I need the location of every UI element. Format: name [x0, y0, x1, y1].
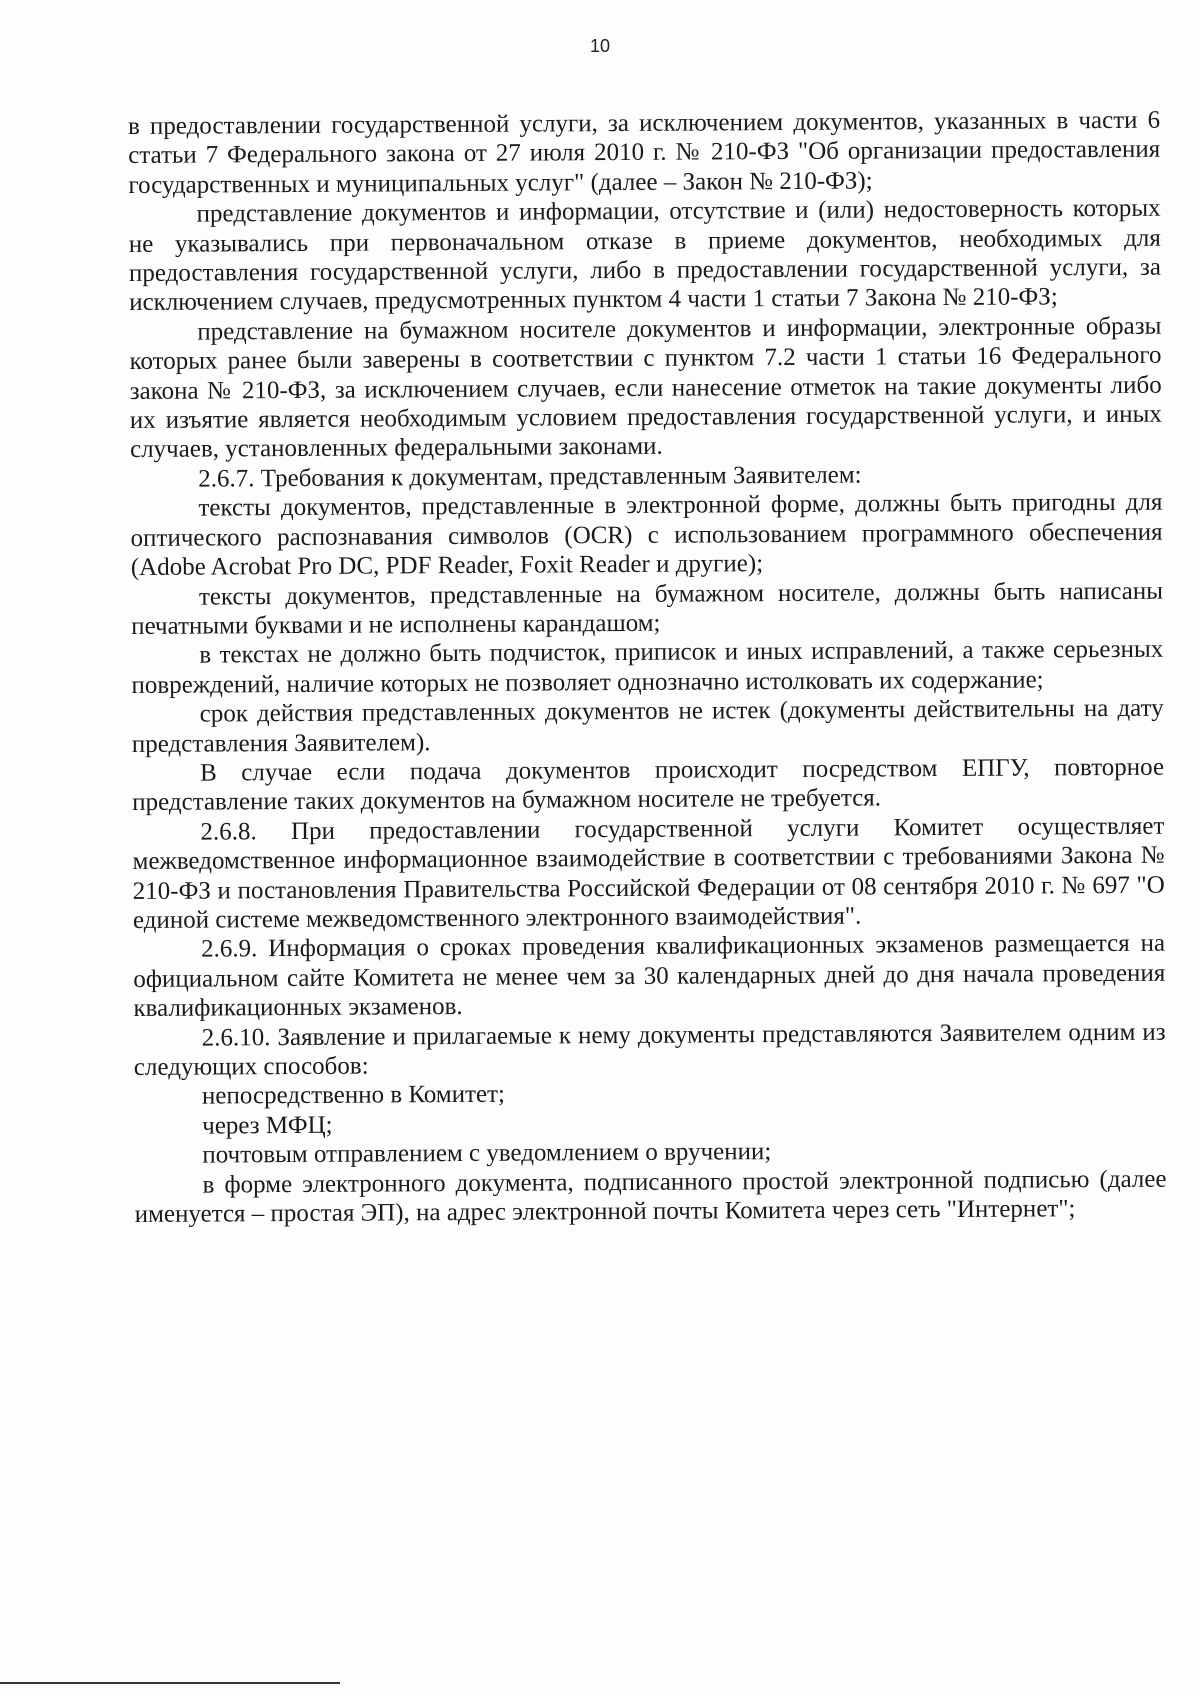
page-number: 10	[589, 36, 611, 56]
paragraph: тексты документов, представленные в электронной форме, должны быть пригодны для оптического распознавания символов (OCR) с использованием программного обеспечения (Adobe Acrobat Pro DC, PDF Reader, Foxit Reader и другие);	[130, 488, 1163, 582]
section-2-6-8: 2.6.8. При предоставлении государственной услуги Комитет осуществляет межведомственное информационное взаимодействие в соответствии с требованиями Закона № 210-ФЗ и постановления Правительства Российской Федерации от 08 сентября 2010 г. № 697 "О единой системе межведомственного электронного взаимодействия".	[132, 812, 1165, 934]
section-2-6-9: 2.6.9. Информация о сроках проведения квалификационных экзаменов размещается на официальном сайте Комитета не менее чем за 30 календарных дней до дня начала проведения квалификационных экзаменов.	[133, 930, 1166, 1023]
section-2-6-7-heading: 2.6.7. Требования к документам, представленным Заявителем:	[198, 461, 862, 493]
paragraph: срок действия представленных документов не истек (документы действительны на дату представления Заявителем).	[131, 694, 1164, 758]
document-body	[128, 106, 1167, 1230]
footer-divider	[0, 1682, 340, 1684]
paragraph: в текстах не должно быть подчисток, приписок и иных исправлений, а также серьезных повреждений, наличие которых не позволяет однозначно истолковать их содержание;	[131, 635, 1164, 699]
paragraph: представление документов и информации, отсутствие и (или) недостоверность которых не указывались при первоначальном отказе в приеме документов, необходимых для предоставления государственной услуги, либо в предоставлении государственной услуги, за исключением случаев, предусмотренных пунктом 4 части 1 статьи 7 Закона № 210-ФЗ;	[128, 194, 1162, 317]
paragraph: В случае если подача документов происходит посредством ЕПГУ, повторное представление таких документов на бумажном носителе не требуется.	[132, 753, 1165, 817]
section-2-6-10: 2.6.10. Заявление и прилагаемые к нему документы представляются Заявителем одним из следующих способов:	[133, 1018, 1166, 1081]
list-item: в форме электронного документа, подписанного простой электронной подписью (далее именуется – простая ЭП), на адрес электронной почты Комитета через сеть "Интернет";	[134, 1165, 1167, 1229]
list-item: непосредственно в Комитет;	[201, 1081, 506, 1110]
paragraph: тексты документов, представленные на бумажном носителе, должны быть написаны печатными буквами и не исполнены карандашом;	[131, 577, 1164, 640]
paragraph-continuation: в предоставлении государственной услуги, за исключением документов, указанных в части 6 статьи 7 Федерального закона от 27 июля 2010 г. № 210-ФЗ "Об организации предоставления государственных и муниципальных услуг" (далее – Закон № 210-ФЗ);	[128, 106, 1161, 199]
paragraph: представление на бумажном носителе документов и информации, электронные образы которых ранее были заверены в соответствии с пунктом 7.2 части 1 статьи 16 Федерального закона № 210-ФЗ, за исключением случаев, если нанесение отметок на такие документы либо их изъятие является необходимым условием предоставления государственной услуги, и иных случаев, установленных федеральными законами.	[129, 312, 1162, 464]
list-item: через МФЦ;	[202, 1111, 333, 1140]
list-item: почтовым отправлением с уведомлением о вручении;	[202, 1138, 772, 1169]
